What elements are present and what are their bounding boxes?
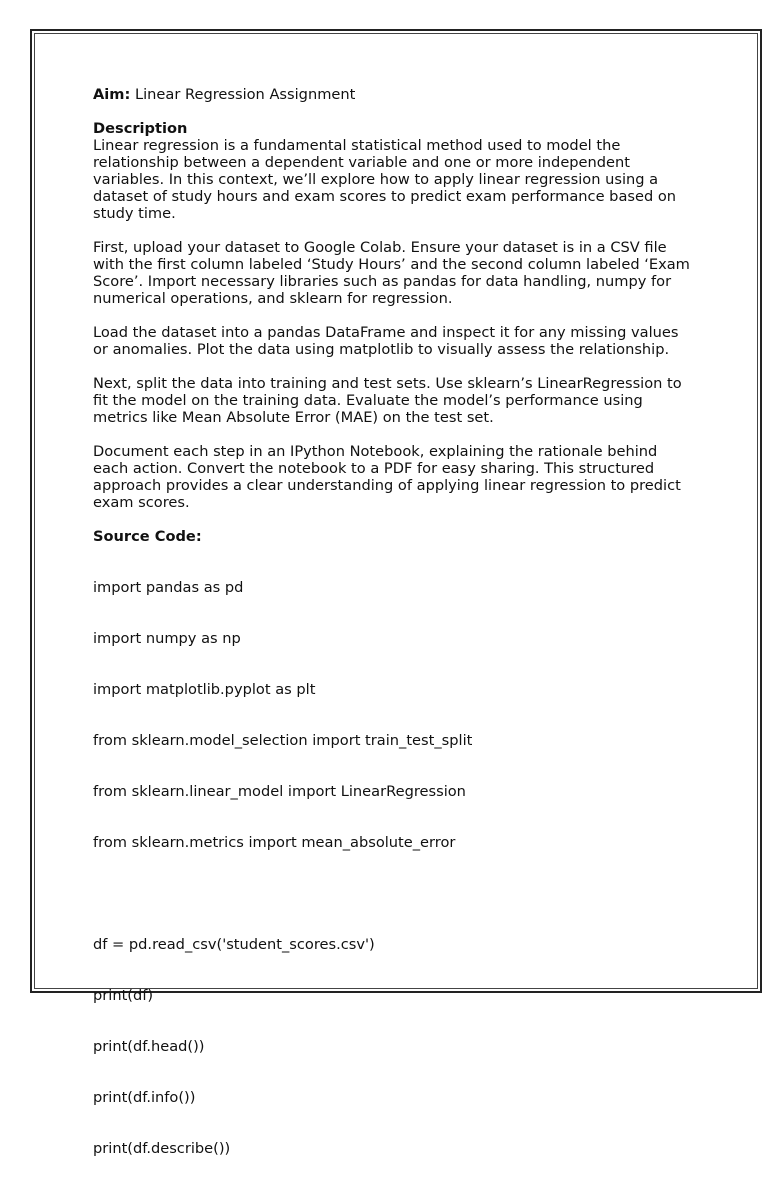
code-line: print(df.head()) [93, 1038, 205, 1055]
code-line: df = pd.read_csv('student_scores.csv') [93, 936, 375, 953]
aim-label: Aim: [93, 86, 131, 103]
paragraph-split: Next, split the data into training and test sets. Use sklearn’s LinearRegression to fit the model on the training data. Evaluate the model’s performance using metrics like Mean Absolute Error (MAE) on the test set. [93, 375, 682, 426]
document-body [93, 86, 693, 1191]
code-line: import pandas as pd [93, 579, 244, 596]
description-heading: Description [93, 120, 188, 137]
code-line: from sklearn.model_selection import train_test_split [93, 732, 473, 749]
code-line: from sklearn.metrics import mean_absolute_error [93, 834, 456, 851]
aim-text: Linear Regression Assignment [130, 86, 356, 103]
code-line: print(df.info()) [93, 1089, 196, 1106]
code-block [93, 545, 693, 1191]
code-spacer [93, 885, 693, 902]
paragraph-document: Document each step in an IPython Notebook, explaining the rationale behind each action. Convert the notebook to a PDF for easy sharing. This structured approach provides a clear understanding of applying linear regression to predict exam scores. [93, 443, 681, 511]
paragraph-upload: First, upload your dataset to Google Colab. Ensure your dataset is in a CSV file with the first column labeled ‘Study Hours’ and the second column labeled ‘Exam Score’. Import necessary libraries such as pandas for data handling, numpy for numerical operations, and sklearn for regression. [93, 239, 690, 307]
code-line: import matplotlib.pyplot as plt [93, 681, 316, 698]
source-code-heading: Source Code: [93, 528, 202, 545]
paragraph-load: Load the dataset into a pandas DataFrame and inspect it for any missing values or anomalies. Plot the data using matplotlib to visually assess the relationship. [93, 324, 679, 358]
code-line: import numpy as np [93, 630, 241, 647]
paragraph-intro: Linear regression is a fundamental statistical method used to model the relationship between a dependent variable and one or more independent variables. In this context, we’ll explore how to apply linear regression using a dataset of study hours and exam scores to predict exam performance based on study time. [93, 137, 677, 222]
code-line: print(df) [93, 987, 154, 1004]
code-line: print(df.describe()) [93, 1140, 231, 1157]
code-line: from sklearn.linear_model import LinearRegression [93, 783, 466, 800]
aim-line [93, 86, 693, 103]
